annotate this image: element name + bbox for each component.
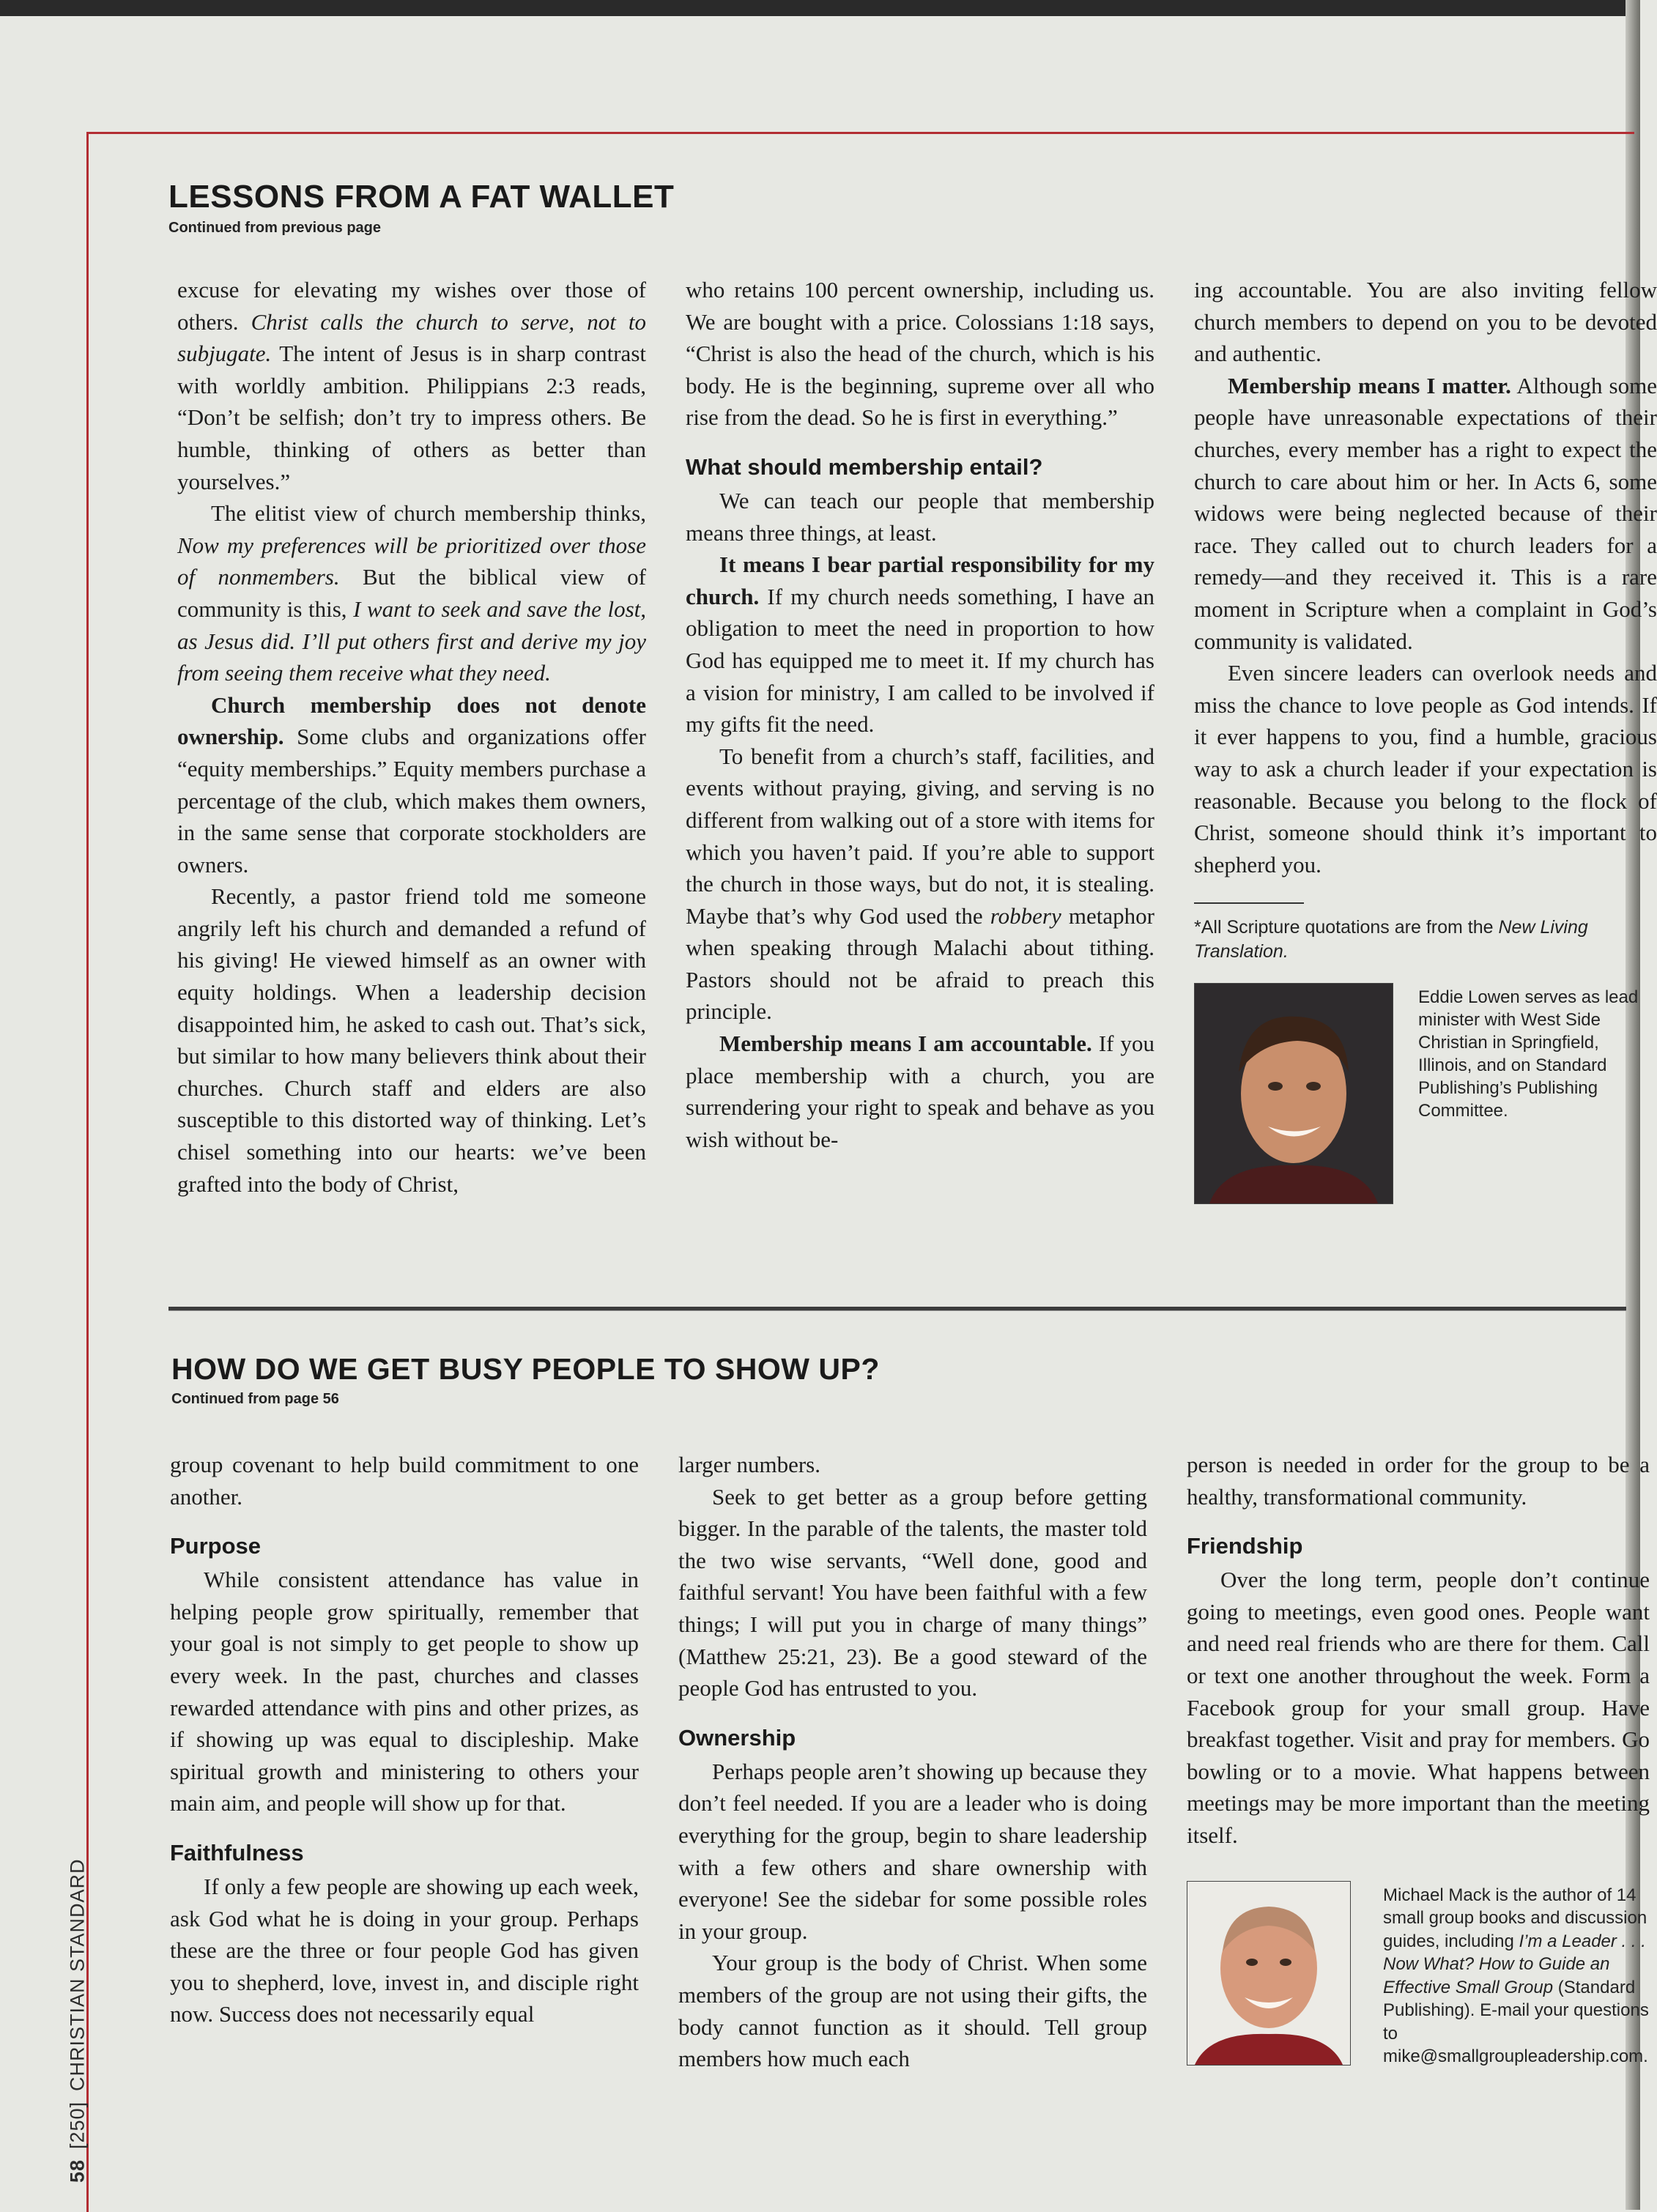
column-1 xyxy=(170,1449,639,2075)
paragraph: The elitist view of church membership thinks, Now my preferences will be prioritized over those of nonmembers. But the biblical view of community is this, I want to seek and save the lost, as Jesus did. I’ll put others first and derive my joy from seeing them receive what they need. xyxy=(177,500,646,686)
paragraph: Your group is the body of Christ. When some members of the group are not using their gifts, the body cannot function as it should. Tell group members how much each xyxy=(678,1950,1147,2072)
article-busy-people-header xyxy=(171,1352,1633,1408)
paragraph: group covenant to help build commitment to one another. xyxy=(170,1452,639,1510)
subheading: Ownership xyxy=(678,1724,796,1751)
section-divider xyxy=(168,1307,1626,1311)
paragraph: While consistent attendance has value in helping people grow spiritually, remember that your goal is not simply to get people to show up every week. In the past, churches and classes rewarded attendance with pins and other prizes, as if showing up was equal to discipleship. Make spiritual growth and ministering to others your main aim, and people will show up for that. xyxy=(170,1567,639,1816)
paragraph: Membership means I matter. Although some people have unreasonable expectations of their churches, every member has a right to expect the church to care about him or her. In Acts 6, some widows were being neglected because of their race. They called out to church leaders for a remedy—and they received it. This is a rare moment in Scripture when a complaint in God’s community is validated. xyxy=(1194,372,1657,654)
magazine-name: CHRISTIAN STANDARD xyxy=(66,1858,89,2091)
continued-note: Continued from previous page xyxy=(168,220,382,236)
author-bio-text: Eddie Lowen serves as lead minister with West Side Christian in Springfield, Illinois, and on Standard Publishing’s Publishing Committee. xyxy=(1418,987,1639,1121)
article-busy-people-body xyxy=(170,1449,1650,2075)
paragraph: We can teach our people that membership means three things, at least. xyxy=(686,487,1154,546)
author-bio-text: Michael Mack is the author of 14 small group books and discussion guides, including I’m a Leader . . . Now What? How to Guide an Effective Small Group (Standard Publishing). E-mail your questions to mike@smallgroupleadership.com. xyxy=(1383,1885,1649,2067)
subheading: Friendship xyxy=(1187,1533,1303,1559)
subheading: Purpose xyxy=(170,1533,262,1559)
column-2 xyxy=(686,274,1154,1204)
page-edge-top xyxy=(0,0,1640,16)
article-lessons-body xyxy=(177,274,1657,1204)
footnote-rule xyxy=(1194,902,1304,904)
subheading: Faithfulness xyxy=(170,1839,304,1866)
author-photo-eddie-lowen xyxy=(1194,983,1393,1204)
continued-note: Continued from page 56 xyxy=(171,1391,339,1407)
article-lessons-header xyxy=(168,179,1630,237)
paragraph: Perhaps people aren’t showing up because they don’t feel needed. If you are a leader who is doing everything for the group, begin to share leadership with a few others and share ownership with everyone! See the sidebar for some possible roles in your group. xyxy=(678,1758,1147,1944)
scripture-footnote: *All Scripture quotations are from the New Living Translation. xyxy=(1194,917,1588,962)
paragraph: excuse for elevating my wishes over those of others. Christ calls the church to serve, not to subjugate. The intent of Jesus is in sharp contrast with worldly ambition. Philippians 2:3 reads, “Don’t be selfish; don’t try to impress others. Be humble, thinking of others as better than yourselves.” xyxy=(177,277,646,494)
column-3-text xyxy=(1194,274,1657,880)
paragraph: Recently, a pastor friend told me someone angrily left his church and demanded a refund of his giving! He viewed himself as an owner with equity holdings. When a leadership decision disappointed him, he asked to cash out. That’s sick, but similar to how many believers think about their churches. Church staff and elders are also susceptible to this distorted way of thinking. Let’s chisel something into our hearts: we’ve been grafted into the body of Christ, xyxy=(177,883,646,1197)
issue-number: [250] xyxy=(66,2101,89,2149)
paragraph: Over the long term, people don’t continue going to meetings, even good ones. People want and need real friends who are there for them. Call or text one another throughout the week. Form a Facebook group for your small group. Have breakfast together. Visit and pray for members. Go bowling or to a movie. What happens between meetings may be more important than the meeting itself. xyxy=(1187,1567,1650,1848)
author-photo-michael-mack xyxy=(1187,1881,1351,2066)
page-number: 58 xyxy=(66,2159,89,2183)
paragraph: It means I bear partial responsibility for my church. If my church needs something, I have an obligation to meet the need in proportion to how God has equipped me to meet it. If my church has a vision for ministry, I am called to be involved if my gifts fit the need. xyxy=(686,552,1154,738)
column-1 xyxy=(177,274,646,1204)
paragraph: Church membership does not denote ownership. Some clubs and organizations offer “equity memberships.” Equity members purchase a percentage of the club, which makes them owners, in the same sense that corporate stockholders are owners. xyxy=(177,691,646,877)
article-title: LESSONS FROM A FAT WALLET xyxy=(168,179,675,215)
column-2 xyxy=(678,1449,1147,2075)
paragraph: who retains 100 percent ownership, including us. We are bought with a price. Colossians 1:18 says, “Christ is also the head of the church, which is his body. He is the beginning, supreme over all who rise from the dead. So he is first in everything.” xyxy=(686,277,1154,431)
paragraph: To benefit from a church’s staff, facilities, and events without praying, giving, and serving is no different from walking out of a store with items for which you haven’t paid. If you’re able to support the church in those ways, but do not, it is stealing. Maybe that’s why God used the robbery metaphor when speaking through Malachi about tithing. Pastors should not be afraid to preach this principle. xyxy=(686,743,1154,1025)
paragraph: Even sincere leaders can overlook needs and miss the chance to love people as God intends. If it ever happens to you, find a humble, gracious way to ask a church leader if your expectation is reasonable. Because you belong to the flock of Christ, someone should think it’s important to shepherd you. xyxy=(1194,660,1657,877)
paragraph: person is needed in order for the group to be a healthy, transformational community. xyxy=(1187,1452,1650,1510)
author-bio xyxy=(1187,1881,1650,2068)
column-3 xyxy=(1187,1449,1650,2075)
paragraph: Seek to get better as a group before getting bigger. In the parable of the talents, the master told the two wise servants, “Well done, good and faithful servant! You have been faithful with a few things; I will put you in charge of many things” (Matthew 25:21, 23). Be a good steward of the people God has entrusted to you. xyxy=(678,1483,1147,1701)
column-3 xyxy=(1194,274,1657,1204)
paragraph: ing accountable. You are also inviting fellow church members to depend on you to be devoted and authentic. xyxy=(1194,277,1657,367)
paragraph: larger numbers. xyxy=(678,1452,820,1477)
column-3-text xyxy=(1187,1449,1650,1852)
paragraph: Membership means I am accountable. If you place membership with a church, you are surrendering your right to speak and behave as you wish without be- xyxy=(686,1031,1154,1152)
paragraph: If only a few people are showing up each week, ask God what he is doing in your group. Perhaps these are the three or four people God has given you to shepherd, love, invest in, and disciple right now. Success does not necessarily equal xyxy=(170,1873,639,2027)
subheading: What should membership entail? xyxy=(686,453,1043,480)
author-bio xyxy=(1194,983,1657,1204)
page-folio xyxy=(63,1846,92,2183)
article-title: HOW DO WE GET BUSY PEOPLE TO SHOW UP? xyxy=(171,1352,880,1386)
